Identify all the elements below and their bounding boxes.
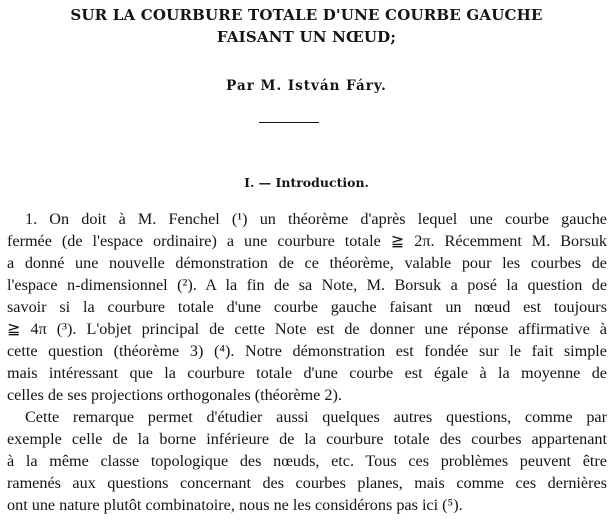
paragraph-1-line-5: savoir si la courbure totale d'une courbe gauche faisant un nœud est toujours [7,298,607,316]
paragraph-2-line-4: ramenés aux questions concernant des courbes planes, mais comme ces dernières [7,474,607,492]
paragraph-2-line-5: ont une nature plutôt combinatoire, nous ne les considérons pas ici (⁵). [7,496,463,514]
paragraph-1-line-2: fermée (de l'espace ordinaire) a une courbure totale ≧ 2π. Récemment M. Borsuk [7,232,607,250]
paragraph-1-line-7: cette question (théorème 3) (⁴). Notre démonstration est fondée sur le fait simple [7,342,607,360]
paragraph-1-line-9: celles de ses projections orthogonales (théorème 2). [7,386,342,404]
paragraph-1-line-8: mais intéressant que la courbure totale d'une courbe est égale à la moyenne de [7,364,607,382]
section-heading: I. — Introduction. [244,175,369,190]
paragraph-1-line-6: ≧ 4π (³). L'objet principal de cette Note est de donner une réponse affirmative à [7,320,607,338]
paragraph-1-line-4: l'espace n-dimensionnel (²). A la fin de sa Note, M. Borsuk a posé la question de [7,276,607,294]
paragraph-1-line-1: 1. On doit à M. Fenchel (¹) un théorème d'après lequel une courbe gauche [25,210,607,228]
paragraph-2-line-1: Cette remarque permet d'étudier aussi quelques autres questions, comme par [25,408,607,426]
paragraph-2-line-3: à la même classe topologique des nœuds, etc. Tous ces problèmes peuvent être [7,452,607,470]
paper-title-line-2: FAISANT UN NŒUD; [216,28,397,46]
separator-rule [259,122,319,123]
author-line: Par M. István Fáry. [226,78,387,94]
paragraph-2-line-2: exemple celle de la borne inférieure de la courbure totale des courbes appartenant [7,430,607,448]
paragraph-1-line-3: a donné une nouvelle démonstration de ce théorème, valable pour les courbes de [7,254,607,272]
paper-title-line-1: SUR LA COURBURE TOTALE D'UNE COURBE GAUCHE [70,6,543,24]
